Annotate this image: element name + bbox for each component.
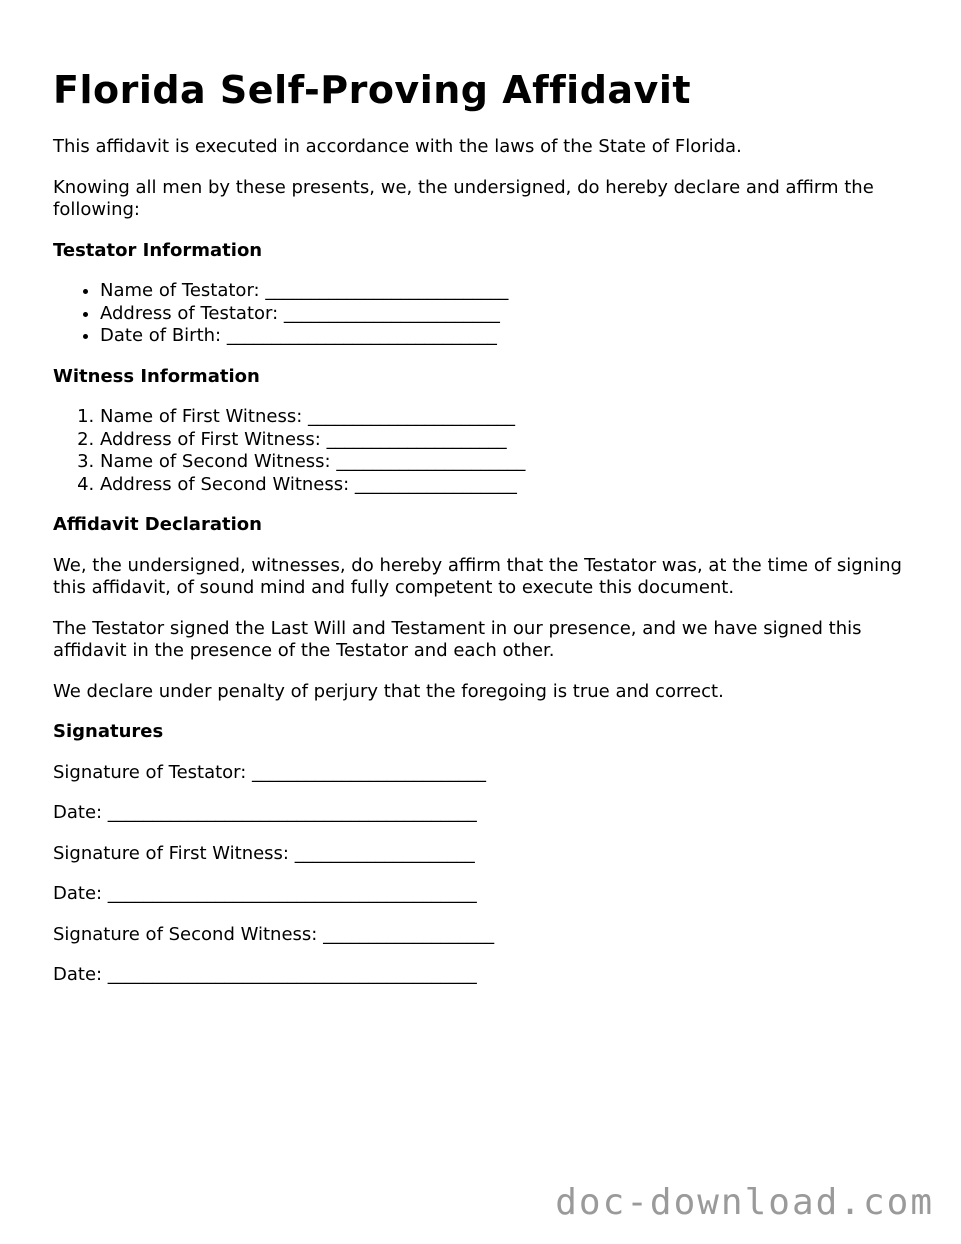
testator-signature-line: Signature of Testator: __________________________ xyxy=(53,761,487,783)
testator-name-field: • Name of Testator: ___________________________ xyxy=(100,280,913,303)
intro-paragraph-2: Knowing all men by these presents, we, the undersigned, do hereby declare and affirm the following: xyxy=(53,176,874,220)
testator-date-line: Date: _________________________________________ xyxy=(53,802,477,823)
witness-list xyxy=(53,406,913,496)
witness-heading: Witness Information xyxy=(53,365,260,387)
declaration-paragraph-1: We, the undersigned, witnesses, do hereby affirm that the Testator was, at the time of signing this affidavit, of sound mind and fully competent to execute this document. xyxy=(53,554,902,598)
testator-address-field: • Address of Testator: ________________________ xyxy=(100,303,913,326)
second-witness-signature-line: Signature of Second Witness: ___________________ xyxy=(53,923,495,945)
first-witness-address-field: 2. Address of First Witness: ____________________ xyxy=(100,429,913,452)
first-witness-signature-line: Signature of First Witness: ____________________ xyxy=(53,842,475,864)
testator-dob-field: • Date of Birth: ______________________________ xyxy=(100,325,913,348)
intro-paragraph-1: This affidavit is executed in accordance with the laws of the State of Florida. xyxy=(53,136,742,157)
second-witness-date-line: Date: _________________________________________ xyxy=(53,964,477,985)
second-witness-address-field: 4. Address of Second Witness: __________________ xyxy=(100,474,913,497)
testator-heading: Testator Information xyxy=(53,239,263,261)
signatures-heading: Signatures xyxy=(53,721,164,742)
document-page xyxy=(53,64,913,1005)
declaration-heading: Affidavit Declaration xyxy=(53,514,262,535)
declaration-paragraph-3: We declare under penalty of perjury that the foregoing is true and correct. xyxy=(53,680,724,702)
declaration-paragraph-2: The Testator signed the Last Will and Testament in our presence, and we have signed this affidavit in the presence of the Testator and each other. xyxy=(53,617,862,661)
watermark-text: doc-download.com xyxy=(555,1182,934,1223)
testator-list xyxy=(53,280,913,348)
first-witness-name-field: 1. Name of First Witness: _______________________ xyxy=(100,406,913,429)
second-witness-name-field: 3. Name of Second Witness: _____________________ xyxy=(100,451,913,474)
first-witness-date-line: Date: _________________________________________ xyxy=(53,883,477,904)
document-title: Florida Self-Proving Affidavit xyxy=(53,68,692,112)
